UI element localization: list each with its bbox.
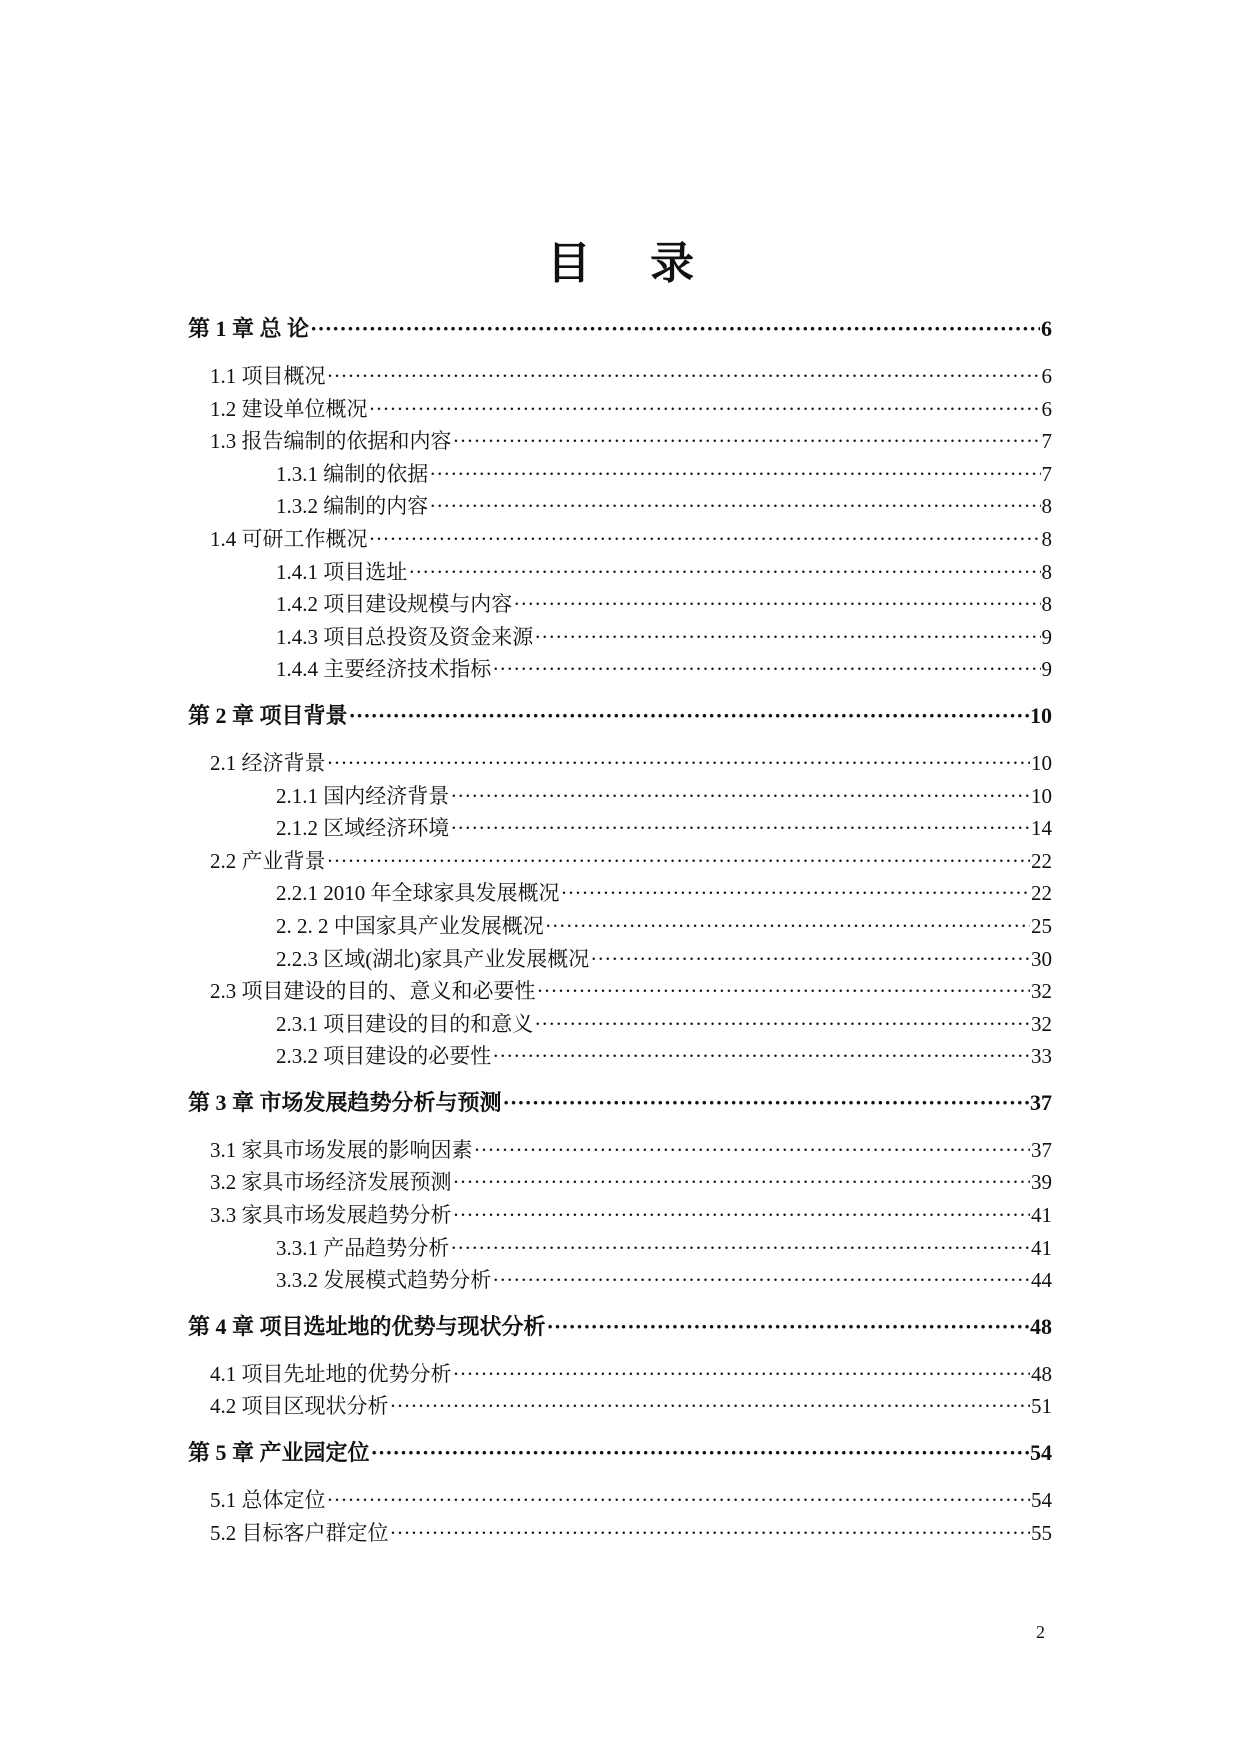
toc-entry-page: 32	[1031, 979, 1052, 1004]
toc-subsection-entry[interactable]	[188, 910, 1052, 943]
toc-entry-page: 8	[1041, 494, 1052, 519]
toc-section-entry[interactable]	[188, 1358, 1052, 1391]
toc-entry-label: 2.1 经济背景	[210, 750, 326, 775]
toc-entry-label: 1.4.1 项目选址	[276, 559, 408, 584]
toc-entry-label: 1.3.1 编制的依据	[276, 461, 429, 486]
toc-entry-label: 2. 2. 2 中国家具产业发展概况	[276, 913, 544, 938]
dot-leader	[492, 1264, 1030, 1297]
toc-entry-label: 1.4 可研工作概况	[210, 526, 368, 551]
toc-entry-page: 22	[1031, 881, 1052, 906]
toc-chapter-entry[interactable]	[188, 1310, 1052, 1343]
toc-entry-label: 2.2 产业背景	[210, 848, 326, 873]
toc-section-entry[interactable]	[188, 1484, 1052, 1517]
dot-leader	[390, 1390, 1031, 1423]
toc-section-entry[interactable]	[188, 1134, 1052, 1167]
toc-subsection-entry[interactable]	[188, 1008, 1052, 1041]
toc-entry-label: 1.4.2 项目建设规模与内容	[276, 592, 513, 617]
toc-entry-page: 8	[1041, 559, 1052, 584]
toc-subsection-entry[interactable]	[188, 1232, 1052, 1265]
toc-entry-label: 1.4.3 项目总投资及资金来源	[276, 624, 534, 649]
dot-leader	[349, 699, 1029, 732]
dot-leader	[492, 1040, 1030, 1073]
toc-section-entry[interactable]	[188, 1517, 1052, 1550]
dot-leader	[327, 845, 1031, 878]
dot-leader	[547, 1310, 1029, 1343]
toc-chapter-entry[interactable]	[188, 1436, 1052, 1469]
dot-leader	[453, 1199, 1031, 1232]
toc-entry-label: 1.2 建设单位概况	[210, 396, 368, 421]
toc-entry-page: 25	[1031, 913, 1052, 938]
toc-entry-label: 第 1 章 总 论	[188, 316, 310, 341]
toc-subsection-entry[interactable]	[188, 943, 1052, 976]
toc-entry-page: 9	[1041, 657, 1052, 682]
toc-entry-page: 8	[1041, 592, 1052, 617]
toc-entry-label: 第 4 章 项目选址地的优势与现状分析	[188, 1313, 546, 1339]
toc-subsection-entry[interactable]	[188, 588, 1052, 621]
toc-entry-page: 37	[1031, 1137, 1052, 1162]
toc-entry-page: 41	[1031, 1203, 1052, 1228]
dot-leader	[474, 1134, 1031, 1167]
dot-leader	[429, 458, 1040, 491]
dot-leader	[492, 653, 1040, 686]
toc-subsection-entry[interactable]	[188, 490, 1052, 523]
toc-section-entry[interactable]	[188, 393, 1052, 426]
toc-subsection-entry[interactable]	[188, 812, 1052, 845]
toc-entry-label: 4.2 项目区现状分析	[210, 1394, 389, 1419]
toc-entry-page: 9	[1041, 624, 1052, 649]
dot-leader	[545, 910, 1030, 943]
toc-entry-label: 第 5 章 产业园定位	[188, 1440, 370, 1466]
toc-section-entry[interactable]	[188, 1166, 1052, 1199]
toc-entry-page: 7	[1041, 429, 1052, 454]
toc-entry-page: 14	[1031, 816, 1052, 841]
toc-subsection-entry[interactable]	[188, 1040, 1052, 1073]
dot-leader	[503, 1086, 1029, 1119]
toc-section-entry[interactable]	[188, 975, 1052, 1008]
toc-subsection-entry[interactable]	[188, 621, 1052, 654]
toc-entry-label: 3.1 家具市场发展的影响因素	[210, 1137, 473, 1162]
toc-entry-page: 22	[1031, 848, 1052, 873]
toc-entry-page: 41	[1031, 1235, 1052, 1260]
dot-leader	[453, 425, 1041, 458]
toc-entry-label: 5.1 总体定位	[210, 1488, 326, 1513]
dot-leader	[453, 1166, 1031, 1199]
toc-entry-page: 8	[1041, 526, 1052, 551]
toc-entry-label: 1.3.2 编制的内容	[276, 494, 429, 519]
toc-entry-label: 2.1.2 区域经济环境	[276, 816, 450, 841]
toc-entry-label: 2.1.1 国内经济背景	[276, 783, 450, 808]
toc-entry-page: 48	[1030, 1313, 1052, 1339]
toc-entry-page: 55	[1031, 1520, 1052, 1545]
toc-section-entry[interactable]	[188, 360, 1052, 393]
toc-entry-label: 5.2 目标客户群定位	[210, 1520, 389, 1545]
toc-section-entry[interactable]	[188, 1199, 1052, 1232]
dot-leader	[369, 523, 1041, 556]
toc-entry-label: 3.3.2 发展模式趋势分析	[276, 1268, 492, 1293]
toc-entry-page: 54	[1031, 1488, 1052, 1513]
dot-leader	[310, 312, 1040, 345]
toc-section-entry[interactable]	[188, 1390, 1052, 1423]
toc-section-entry[interactable]	[188, 747, 1052, 780]
toc-entry-page: 6	[1041, 316, 1052, 341]
toc-entry-page: 33	[1031, 1044, 1052, 1069]
dot-leader	[450, 812, 1030, 845]
toc-entry-label: 2.3 项目建设的目的、意义和必要性	[210, 979, 536, 1004]
page-title: 目 录	[546, 238, 717, 289]
toc-entry-label: 1.1 项目概况	[210, 364, 326, 388]
toc-entry-page: 30	[1031, 946, 1052, 971]
toc-entry-label: 4.1 项目先址地的优势分析	[210, 1361, 452, 1386]
toc-entry-page: 48	[1031, 1361, 1052, 1386]
toc-chapter-entry[interactable]	[188, 1086, 1052, 1119]
toc-section-entry[interactable]	[188, 845, 1052, 878]
toc-entry-label: 1.3 报告编制的依据和内容	[210, 429, 452, 454]
dot-leader	[453, 1358, 1031, 1391]
toc-entry-label: 3.3 家具市场发展趋势分析	[210, 1203, 452, 1228]
toc-subsection-entry[interactable]	[188, 1264, 1052, 1297]
dot-leader	[429, 490, 1040, 523]
dot-leader	[534, 621, 1040, 654]
toc-entry-label: 3.3.1 产品趋势分析	[276, 1235, 450, 1260]
toc-entry-page: 6	[1041, 396, 1052, 421]
toc-entry-page: 10	[1031, 783, 1052, 808]
dot-leader	[590, 943, 1030, 976]
dot-leader	[450, 780, 1030, 813]
dot-leader	[390, 1517, 1031, 1550]
dot-leader	[513, 588, 1040, 621]
table-of-contents	[188, 312, 1052, 1549]
dot-leader	[327, 360, 1041, 393]
page-number: 2	[1036, 1622, 1045, 1642]
toc-entry-page: 37	[1030, 1089, 1052, 1115]
dot-leader	[327, 1484, 1031, 1517]
toc-entry-page: 39	[1031, 1170, 1052, 1195]
toc-subsection-entry[interactable]	[188, 458, 1052, 491]
dot-leader	[369, 393, 1041, 426]
toc-subsection-entry[interactable]	[188, 780, 1052, 813]
toc-entry-page: 32	[1031, 1011, 1052, 1036]
toc-section-entry[interactable]	[188, 523, 1052, 556]
toc-entry-label: 2.3.2 项目建设的必要性	[276, 1044, 492, 1069]
toc-subsection-entry[interactable]	[188, 556, 1052, 589]
toc-entry-label: 2.3.1 项目建设的目的和意义	[276, 1011, 534, 1036]
toc-section-entry[interactable]	[188, 425, 1052, 458]
dot-leader	[327, 747, 1031, 780]
dot-leader	[450, 1232, 1030, 1265]
toc-entry-label: 2.2.1 2010 年全球家具发展概况	[276, 881, 560, 906]
toc-entry-label: 1.4.4 主要经济技术指标	[276, 657, 492, 682]
toc-chapter-entry[interactable]	[188, 312, 1052, 345]
dot-leader	[534, 1008, 1030, 1041]
toc-entry-page: 51	[1031, 1394, 1052, 1419]
dot-leader	[561, 877, 1031, 910]
toc-entry-page: 10	[1030, 702, 1052, 728]
toc-subsection-entry[interactable]	[188, 877, 1052, 910]
toc-entry-label: 3.2 家具市场经济发展预测	[210, 1170, 452, 1195]
toc-entry-page: 44	[1031, 1268, 1052, 1293]
dot-leader	[371, 1436, 1029, 1469]
toc-subsection-entry[interactable]	[188, 653, 1052, 686]
toc-entry-page: 10	[1031, 750, 1052, 775]
dot-leader	[408, 556, 1040, 589]
toc-entry-label: 第 2 章 项目背景	[188, 702, 348, 728]
toc-chapter-entry[interactable]	[188, 699, 1052, 732]
toc-entry-page: 7	[1041, 461, 1052, 486]
toc-entry-page: 54	[1030, 1440, 1052, 1466]
toc-entry-page: 6	[1041, 364, 1052, 388]
toc-entry-label: 2.2.3 区域(湖北)家具产业发展概况	[276, 946, 590, 971]
toc-entry-label: 第 3 章 市场发展趋势分析与预测	[188, 1089, 502, 1115]
dot-leader	[537, 975, 1031, 1008]
